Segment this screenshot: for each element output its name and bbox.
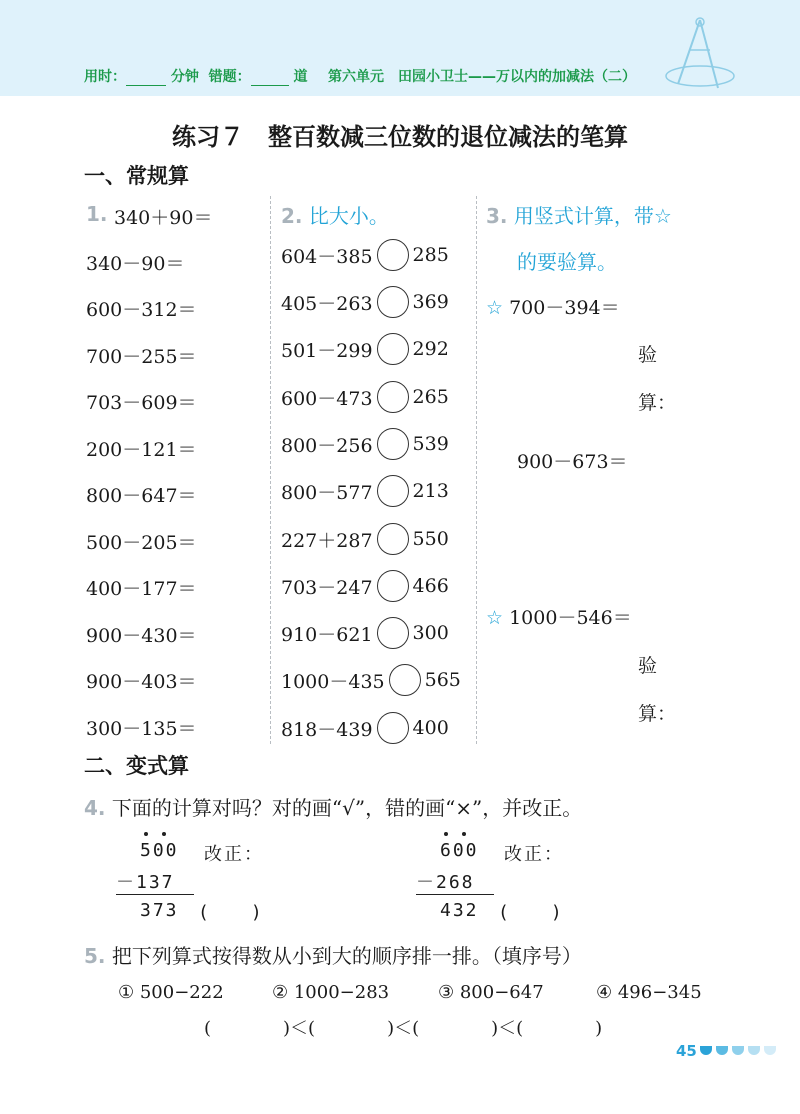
vs-a-answer[interactable]: ( )	[198, 902, 264, 923]
q1-item: 600－312＝	[86, 299, 197, 321]
q1-item: 900－403＝	[86, 671, 197, 693]
page-dot	[748, 1046, 760, 1055]
compare-right: 400	[412, 717, 449, 739]
q1-item: 340＋90＝	[114, 207, 213, 229]
compare-row	[281, 662, 461, 698]
section-heading-2: 二、变式算	[84, 754, 189, 778]
compare-circle[interactable]	[377, 570, 409, 602]
compare-right: 285	[412, 244, 449, 266]
column-divider-1	[270, 196, 271, 744]
page-dot	[700, 1046, 712, 1055]
compare-circle[interactable]	[377, 712, 409, 744]
q1-number: 1.	[86, 202, 108, 226]
compare-left: 600－473	[281, 387, 373, 410]
section-heading-1: 一、常规算	[84, 164, 189, 188]
compare-left: 800－577	[281, 481, 373, 504]
page-dot	[732, 1046, 744, 1055]
check-label-4: 算：	[638, 703, 677, 725]
q1-item: 400－177＝	[86, 578, 197, 600]
compare-right: 300	[412, 622, 449, 644]
compare-left: 800－256	[281, 434, 373, 457]
vs-b-bar	[416, 894, 494, 895]
compare-circle[interactable]	[377, 523, 409, 555]
vs-b-fix: 改正：	[504, 844, 564, 865]
q1-item: 700－255＝	[86, 346, 197, 368]
star-icon: ☆	[486, 297, 504, 319]
compare-left: 405－263	[281, 292, 373, 315]
q3-expr-1: ☆ 700－394＝	[486, 297, 620, 319]
q4-question: 4. 下面的计算对吗？对的画“√”，错的画“×”，并改正。	[84, 796, 583, 820]
compare-right: 565	[424, 669, 461, 691]
q1-item: 300－135＝	[86, 718, 197, 740]
q5-answer-blanks[interactable]: ( )＜( )＜( )＜( )	[204, 1018, 603, 1039]
page-dot	[716, 1046, 728, 1055]
q5-option-3: ③ 800−647	[438, 982, 544, 1003]
vs-a-result: 373	[140, 900, 179, 921]
compare-left: 818－439	[281, 718, 373, 741]
compare-row	[281, 473, 449, 509]
compare-row	[281, 284, 449, 320]
vs-a-minus: －137	[116, 872, 175, 893]
star-icon: ☆	[486, 607, 504, 629]
q1-item: 900－430＝	[86, 625, 197, 647]
compare-right: 539	[412, 433, 449, 455]
vs-b-top: 600	[440, 840, 479, 861]
borrow-dot	[462, 832, 466, 836]
q2-header: 2. 比大小。	[281, 204, 389, 228]
check-label-3: 验	[638, 655, 658, 677]
compare-row	[281, 331, 449, 367]
compare-right: 369	[412, 291, 449, 313]
q1-item: 800－647＝	[86, 485, 197, 507]
compare-circle[interactable]	[377, 286, 409, 318]
check-label-1: 验	[638, 344, 658, 366]
compare-row	[281, 615, 449, 651]
compare-right: 550	[412, 528, 449, 550]
vs-b-minus: －268	[416, 872, 475, 893]
q3-expr-3: ☆ 1000－546＝	[486, 607, 632, 629]
borrow-dot	[162, 832, 166, 836]
compare-left: 501－299	[281, 339, 373, 362]
q5-option-2: ② 1000−283	[272, 982, 390, 1003]
q3-expr-2: 900－673＝	[517, 451, 628, 473]
time-record: 用时： 分钟 错题： 道	[84, 69, 308, 85]
compare-row	[281, 379, 449, 415]
vs-b-answer[interactable]: ( )	[498, 902, 564, 923]
compare-left: 227＋287	[281, 529, 373, 552]
compare-right: 213	[412, 480, 449, 502]
compare-circle[interactable]	[377, 428, 409, 460]
compare-circle[interactable]	[377, 617, 409, 649]
page-dot	[764, 1046, 776, 1055]
compare-left: 910－621	[281, 623, 373, 646]
compare-left: 1000－435	[281, 670, 385, 693]
compare-circle[interactable]	[377, 475, 409, 507]
column-divider-2	[476, 196, 477, 744]
q1-item: 340－90＝	[86, 253, 185, 275]
vs-a-top: 500	[140, 840, 179, 861]
compare-left: 703－247	[281, 576, 373, 599]
compass-icon	[656, 14, 740, 94]
q3-header-line2: 的要验算。	[517, 250, 617, 274]
vs-b-result: 432	[440, 900, 479, 921]
q1-item: 703－609＝	[86, 392, 197, 414]
compare-right: 265	[412, 386, 449, 408]
compare-row	[281, 521, 449, 557]
compare-left: 604－385	[281, 245, 373, 268]
q3-header-line1: 3. 用竖式计算，带☆	[486, 204, 672, 228]
compare-circle[interactable]	[389, 664, 421, 696]
q1-item: 500－205＝	[86, 532, 197, 554]
q5-question: 5. 把下列算式按得数从小到大的顺序排一排。（填序号）	[84, 944, 582, 968]
vs-a-bar	[116, 894, 194, 895]
compare-row	[281, 568, 449, 604]
compare-row	[281, 237, 449, 273]
compare-right: 292	[412, 338, 449, 360]
page-title: 练习７ 整百数减三位数的退位减法的笔算	[172, 123, 628, 151]
q5-option-4: ④ 496−345	[596, 982, 702, 1003]
page-number: 45	[676, 1042, 697, 1060]
compare-row	[281, 710, 449, 746]
borrow-dot	[444, 832, 448, 836]
unit-title: 第六单元 田园小卫士——万以内的加减法（二）	[328, 69, 636, 85]
check-label-2: 算：	[638, 392, 677, 414]
compare-circle[interactable]	[377, 333, 409, 365]
compare-circle[interactable]	[377, 239, 409, 271]
vs-a-fix: 改正：	[204, 844, 264, 865]
q5-option-1: ① 500−222	[118, 982, 224, 1003]
compare-circle[interactable]	[377, 381, 409, 413]
q1-item: 200－121＝	[86, 439, 197, 461]
borrow-dot	[144, 832, 148, 836]
compare-right: 466	[412, 575, 449, 597]
compare-row	[281, 426, 449, 462]
